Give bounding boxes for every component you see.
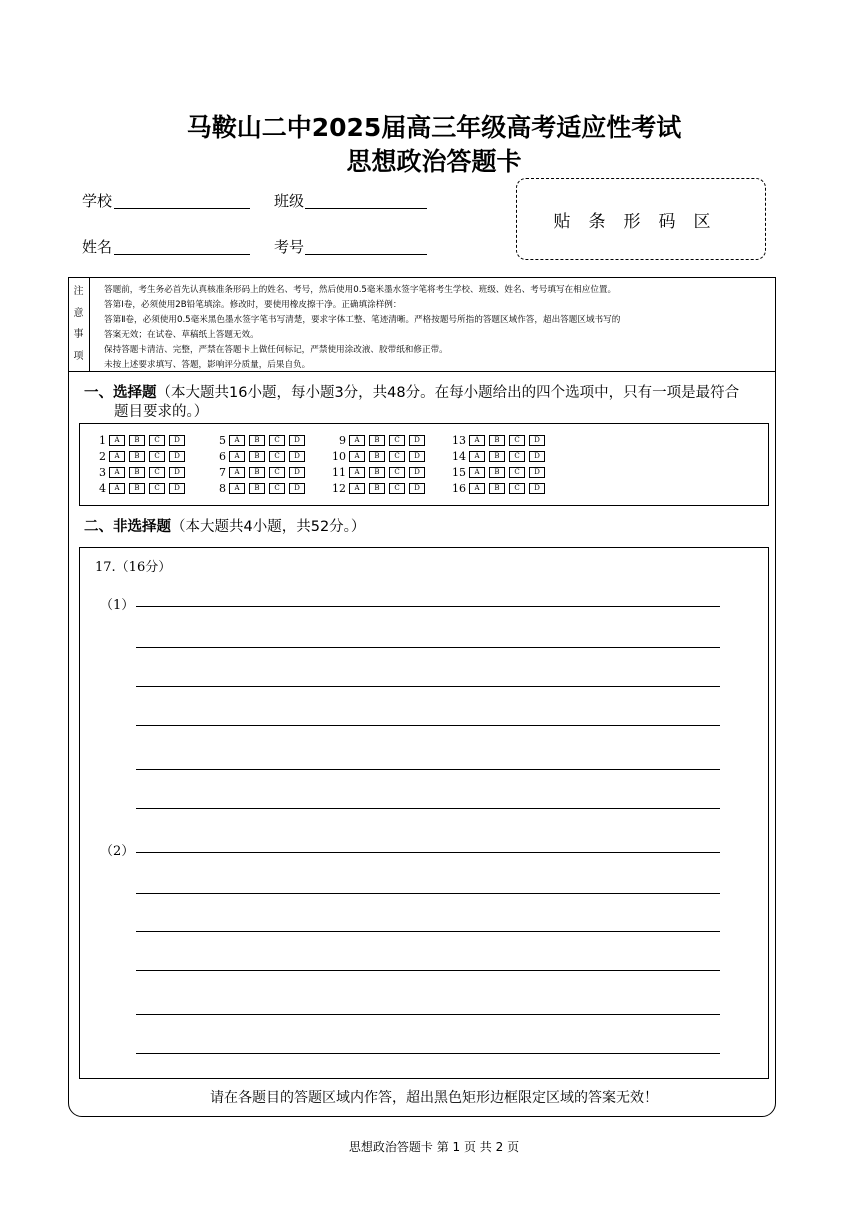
question-number: 6: [219, 449, 226, 463]
option-bubble[interactable]: C: [149, 483, 165, 494]
question-number: 8: [219, 481, 226, 495]
option-bubble[interactable]: C: [389, 451, 405, 462]
question-number: 4: [99, 481, 106, 495]
mc-question: [328, 450, 429, 463]
option-bubble[interactable]: C: [389, 483, 405, 494]
section2-desc: （本大题共4小题，共52分。）: [171, 519, 366, 535]
school-field[interactable]: [114, 192, 250, 209]
option-bubble[interactable]: B: [129, 483, 145, 494]
option-bubble[interactable]: A: [349, 467, 365, 478]
option-bubble[interactable]: B: [249, 483, 265, 494]
option-bubble[interactable]: A: [349, 451, 365, 462]
question-number: 13: [452, 433, 466, 447]
school-label: 学校: [82, 192, 113, 210]
mc-row: [96, 464, 568, 480]
notice-line: 答题前，考生务必首先认真核准条形码上的姓名、考号，然后使用0.5毫米墨水签字笔将考生学校、班级、姓名、考号填写在相应位置。: [104, 285, 617, 295]
mc-question: [328, 434, 429, 447]
question-number: 11: [332, 465, 346, 479]
question-number: 3: [99, 465, 106, 479]
option-bubble[interactable]: D: [409, 451, 425, 462]
mc-question: [328, 482, 429, 495]
option-bubble[interactable]: A: [109, 467, 125, 478]
mc-question: [448, 434, 549, 447]
answer-line[interactable]: [136, 893, 720, 894]
notice-char: 意: [73, 307, 84, 319]
question-number: 15: [452, 465, 466, 479]
class-field[interactable]: [305, 192, 427, 209]
card-title: 思想政治答题卡: [346, 147, 522, 176]
notice-side-label: [68, 277, 90, 372]
mc-question: [328, 466, 429, 479]
option-bubble[interactable]: A: [109, 435, 125, 446]
option-bubble[interactable]: B: [249, 435, 265, 446]
notice-char: 注: [73, 285, 84, 297]
option-bubble[interactable]: D: [169, 435, 185, 446]
option-bubble[interactable]: A: [469, 451, 485, 462]
mc-question: [96, 482, 189, 495]
answer-line[interactable]: [136, 808, 720, 809]
section1-desc: （本大题共16小题，每小题3分，共48分。在每小题给出的四个选项中，只有一项是最符合: [156, 385, 740, 401]
mc-question: [208, 434, 309, 447]
option-bubble[interactable]: A: [229, 435, 245, 446]
answer-line[interactable]: [136, 769, 720, 770]
option-bubble[interactable]: B: [249, 467, 265, 478]
section1-title: 一、选择题: [84, 385, 157, 401]
answer-line[interactable]: [136, 931, 720, 932]
name-label: 姓名: [82, 238, 113, 256]
question-number: 14: [452, 449, 466, 463]
question-number: 9: [339, 433, 346, 447]
barcode-area: [516, 178, 766, 260]
option-bubble[interactable]: B: [129, 435, 145, 446]
option-bubble[interactable]: B: [369, 483, 385, 494]
q17-part2-label: （2）: [100, 844, 135, 859]
mc-question: [208, 450, 309, 463]
answer-line[interactable]: [136, 686, 720, 687]
option-bubble[interactable]: B: [369, 435, 385, 446]
notice-line: 未按上述要求填写、答题，影响评分质量，后果自负。: [104, 360, 311, 370]
option-bubble[interactable]: C: [509, 467, 525, 478]
option-bubble[interactable]: A: [349, 435, 365, 446]
section1-heading: [84, 381, 739, 402]
mc-row: [96, 432, 568, 448]
notice-line: 答第Ⅱ卷，必须使用0.5毫米黑色墨水签字笔书写清楚，要求字体工整、笔迹清晰。严格按题号所指的答题区域作答，超出答题区域书写的: [104, 315, 621, 325]
mc-row: [96, 480, 568, 496]
option-bubble[interactable]: A: [229, 451, 245, 462]
q17-label: 17.（16分）: [95, 560, 172, 575]
notice-line: 保持答题卡清洁、完整，严禁在答题卡上做任何标记，严禁使用涂改液、胶带纸和修正带。: [104, 345, 448, 355]
option-bubble[interactable]: D: [409, 483, 425, 494]
option-bubble[interactable]: A: [469, 467, 485, 478]
option-bubble[interactable]: B: [129, 451, 145, 462]
multiple-choice-grid: [96, 432, 568, 496]
page-footer: 思想政治答题卡 第 1 页 共 2 页: [348, 1140, 520, 1154]
exam-no-field[interactable]: [305, 238, 427, 255]
option-bubble[interactable]: C: [509, 435, 525, 446]
option-bubble[interactable]: C: [269, 483, 285, 494]
mc-question: [96, 434, 189, 447]
question-number: 10: [332, 449, 346, 463]
option-bubble[interactable]: D: [289, 483, 305, 494]
mc-row: [96, 448, 568, 464]
answer-line[interactable]: [136, 725, 720, 726]
option-bubble[interactable]: A: [469, 483, 485, 494]
option-bubble[interactable]: B: [489, 435, 505, 446]
answer-line[interactable]: [136, 606, 720, 607]
option-bubble[interactable]: C: [509, 451, 525, 462]
mc-question: [96, 450, 189, 463]
option-bubble[interactable]: A: [229, 467, 245, 478]
answer-line[interactable]: [136, 1014, 720, 1015]
notice-char: 事: [73, 329, 84, 341]
barcode-label: 贴条形码区: [553, 211, 729, 232]
notice-text: [104, 283, 770, 373]
option-bubble[interactable]: D: [529, 467, 545, 478]
option-bubble[interactable]: C: [389, 435, 405, 446]
option-bubble[interactable]: C: [389, 467, 405, 478]
exam-title: 马鞍山二中2025届高三年级高考适应性考试: [186, 113, 682, 142]
question-number: 12: [332, 481, 346, 495]
option-bubble[interactable]: A: [349, 483, 365, 494]
option-bubble[interactable]: A: [469, 435, 485, 446]
option-bubble[interactable]: C: [509, 483, 525, 494]
option-bubble[interactable]: D: [169, 467, 185, 478]
option-bubble[interactable]: D: [169, 451, 185, 462]
q17-answer-box: [79, 547, 769, 1079]
question-number: 7: [219, 465, 226, 479]
question-number: 1: [99, 433, 106, 447]
option-bubble[interactable]: D: [289, 467, 305, 478]
option-bubble[interactable]: B: [369, 451, 385, 462]
option-bubble[interactable]: D: [529, 451, 545, 462]
option-bubble[interactable]: C: [269, 435, 285, 446]
notice-line: 答第Ⅰ卷，必须使用2B铅笔填涂。修改时，要使用橡皮擦干净。正确填涂样例：: [104, 300, 402, 310]
mc-question: [96, 466, 189, 479]
option-bubble[interactable]: B: [489, 483, 505, 494]
answer-line[interactable]: [136, 852, 720, 853]
option-bubble[interactable]: C: [149, 451, 165, 462]
mc-question: [448, 466, 549, 479]
answer-line[interactable]: [136, 1053, 720, 1054]
option-bubble[interactable]: C: [269, 467, 285, 478]
option-bubble[interactable]: D: [289, 451, 305, 462]
option-bubble[interactable]: B: [489, 451, 505, 462]
option-bubble[interactable]: D: [289, 435, 305, 446]
section2-title: 二、非选择题: [84, 519, 171, 535]
answer-line[interactable]: [136, 647, 720, 648]
question-number: 5: [219, 433, 226, 447]
option-bubble[interactable]: A: [109, 483, 125, 494]
option-bubble[interactable]: B: [369, 467, 385, 478]
answer-area-warning: 请在各题目的答题区域内作答，超出黑色矩形边框限定区域的答案无效！: [210, 1090, 658, 1106]
option-bubble[interactable]: D: [409, 435, 425, 446]
option-bubble[interactable]: B: [129, 467, 145, 478]
section2-heading: [84, 515, 365, 536]
question-number: 2: [99, 449, 106, 463]
option-bubble[interactable]: D: [529, 435, 545, 446]
question-number: 16: [452, 481, 466, 495]
mc-question: [208, 482, 309, 495]
option-bubble[interactable]: B: [249, 451, 265, 462]
class-label: 班级: [274, 192, 305, 210]
option-bubble[interactable]: A: [229, 483, 245, 494]
mc-question: [448, 450, 549, 463]
answer-line[interactable]: [136, 970, 720, 971]
option-bubble[interactable]: C: [269, 451, 285, 462]
option-bubble[interactable]: B: [489, 467, 505, 478]
mc-question: [208, 466, 309, 479]
option-bubble[interactable]: C: [149, 467, 165, 478]
option-bubble[interactable]: D: [529, 483, 545, 494]
exam-no-label: 考号: [274, 238, 305, 256]
option-bubble[interactable]: D: [169, 483, 185, 494]
option-bubble[interactable]: A: [109, 451, 125, 462]
name-field[interactable]: [114, 238, 250, 255]
option-bubble[interactable]: D: [409, 467, 425, 478]
mc-question: [448, 482, 549, 495]
notice-line: 答案无效；在试卷、草稿纸上答题无效。: [104, 330, 259, 340]
section1-heading-cont: [114, 400, 208, 421]
q17-part1-label: （1）: [100, 598, 135, 613]
notice-char: 项: [73, 351, 84, 363]
option-bubble[interactable]: C: [149, 435, 165, 446]
section1-desc-cont: 题目要求的。）: [114, 404, 209, 420]
